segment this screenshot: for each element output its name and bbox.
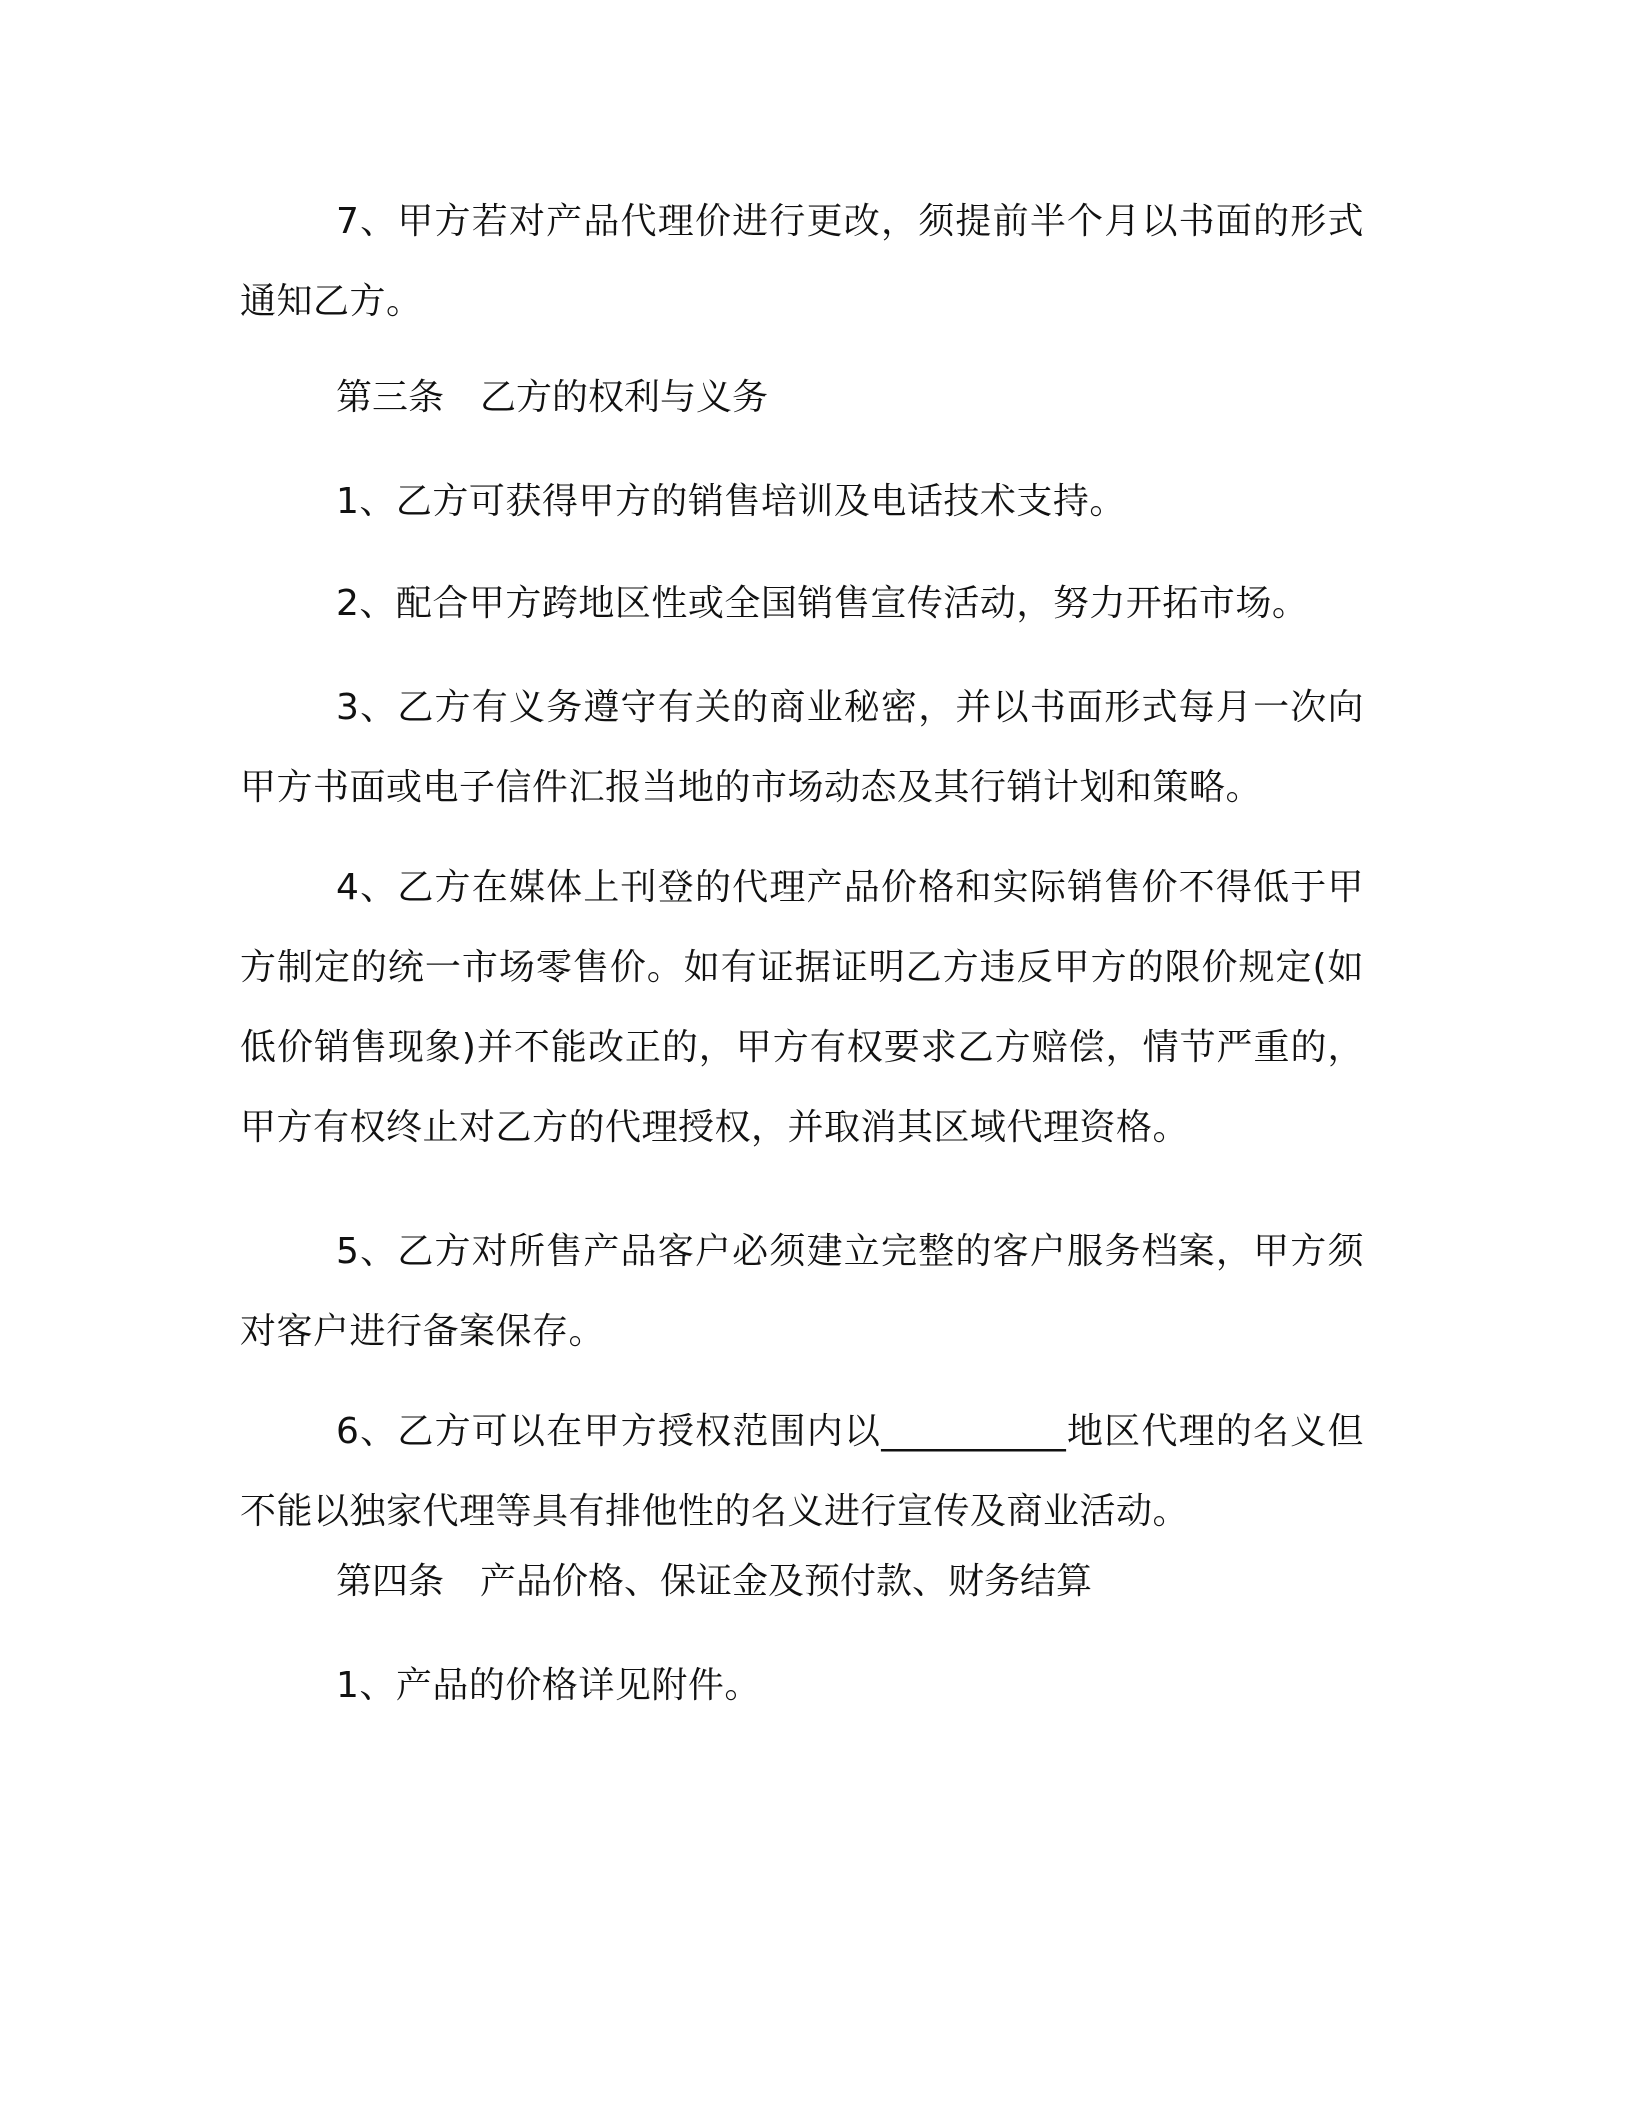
article-3-item-3: 3、乙方有义务遵守有关的商业秘密，并以书面形式每月一次向甲方书面或电子信件汇报当地的市场动态及其行销计划和策略。 — [240, 687, 1364, 808]
article-3-item-1: 1、乙方可获得甲方的销售培训及电话技术支持。 — [336, 481, 1126, 522]
article-4-heading: 第四条 产品价格、保证金及预付款、财务结算 — [336, 1561, 1093, 1602]
article-4-item-1: 1、产品的价格详见附件。 — [336, 1665, 761, 1706]
article-3-item-2: 2、配合甲方跨地区性或全国销售宣传活动，努力开拓市场。 — [336, 583, 1309, 624]
article-3-item-4: 4、乙方在媒体上刊登的代理产品价格和实际销售价不得低于甲方制定的统一市场零售价。如有证据证明乙方违反甲方的限价规定(如低价销售现象)并不能改正的，甲方有权要求乙方赔偿，情节严重的，甲方有权终止对乙方的代理授权，并取消其区域代理资格。 — [240, 867, 1364, 1148]
article-3-item-6: 6、乙方可以在甲方授权范围内以__________地区代理的名义但不能以独家代理等具有排他性的名义进行宣传及商业活动。 — [240, 1411, 1364, 1532]
article-3-heading: 第三条 乙方的权利与义务 — [336, 377, 769, 418]
clause-2-item-7: 7、甲方若对产品代理价进行更改，须提前半个月以书面的形式通知乙方。 — [240, 201, 1364, 322]
article-3-item-5: 5、乙方对所售产品客户必须建立完整的客户服务档案，甲方须对客户进行备案保存。 — [240, 1231, 1364, 1352]
